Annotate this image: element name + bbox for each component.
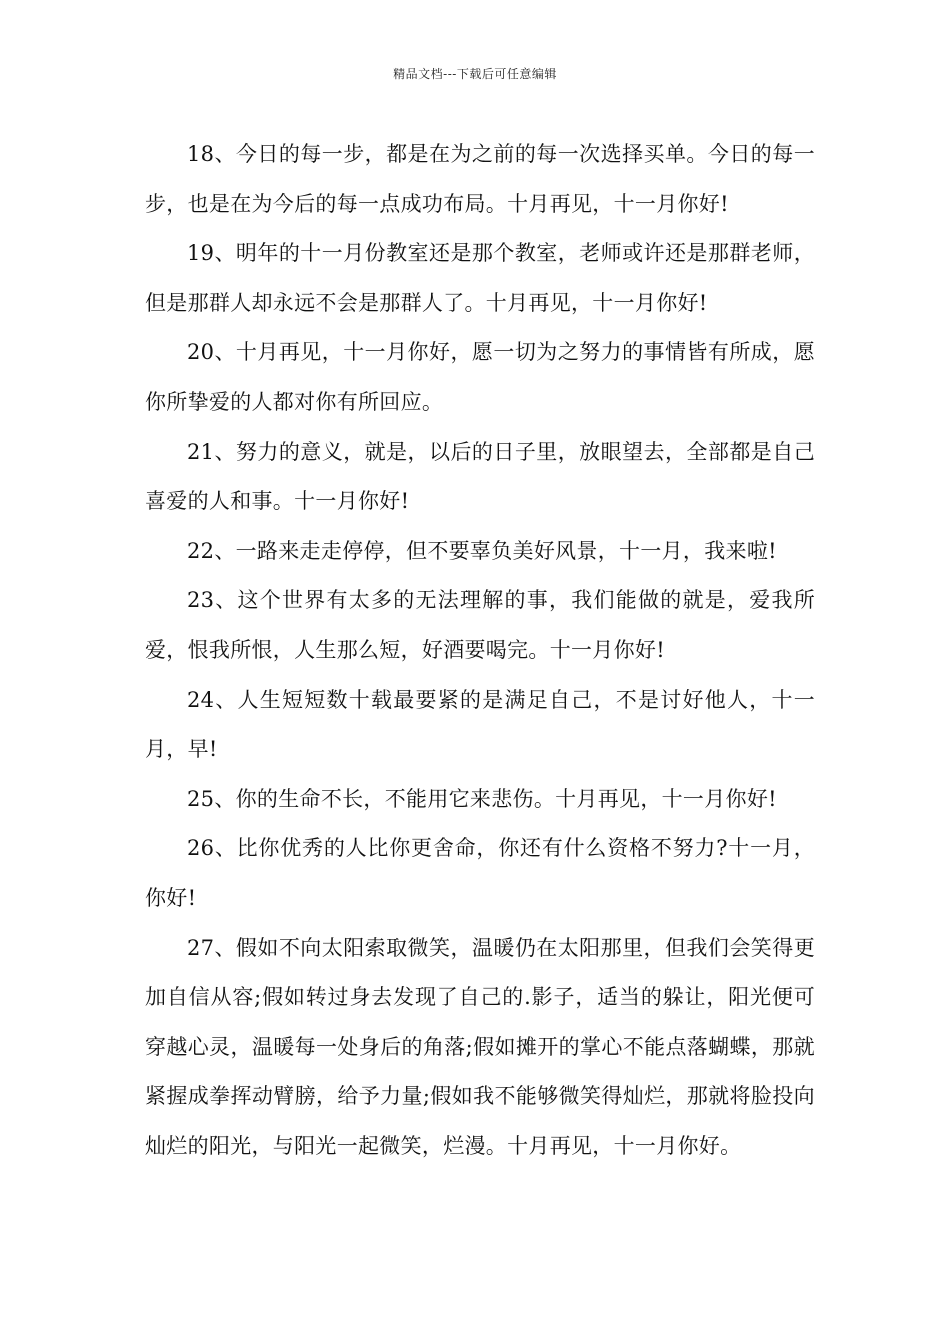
paragraph-21: 21、努力的意义，就是，以后的日子里，放眼望去，全部都是自己喜爱的人和事。十一月你好! bbox=[145, 439, 815, 514]
paragraph-20: 20、十月再见，十一月你好，愿一切为之努力的事情皆有所成，愿你所挚爱的人都对你有所回应。 bbox=[145, 340, 815, 414]
paragraph-27: 27、假如不向太阳索取微笑，温暖仍在太阳那里，但我们会笑得更加自信从容;假如转过身去发现了自己的.影子，适当的躲让，阳光便可穿越心灵，温暖每一处身后的角落;假如摊开的掌心不能点落蝴蝶，那就紧握成拳挥动臂膀，给予力量;假如我不能够微笑得灿烂，那就将脸投向灿烂的阳光，与阳光一起微笑，烂漫。十月再见，十一月你好。 bbox=[145, 935, 815, 1158]
paragraph-18: 18、今日的每一步，都是在为之前的每一次选择买单。今日的每一步，也是在为今后的每一点成功布局。十月再见，十一月你好! bbox=[145, 142, 815, 216]
paragraph-25: 25、你的生命不长，不能用它来悲伤。十月再见，十一月你好! bbox=[187, 786, 777, 811]
paragraph-19: 19、明年的十一月份教室还是那个教室，老师或许还是那群老师，但是那群人却永远不会是那群人了。十月再见，十一月你好! bbox=[145, 241, 815, 315]
page-header: 精品文档---下载后可任意编辑 bbox=[393, 67, 557, 81]
paragraph-22: 22、一路来走走停停，但不要辜负美好风景，十一月，我来啦! bbox=[187, 538, 777, 563]
paragraph-23: 23、这个世界有太多的无法理解的事，我们能做的就是，爱我所爱，恨我所恨，人生那么短，好酒要喝完。十一月你好! bbox=[145, 588, 815, 662]
paragraph-26: 26、比你优秀的人比你更舍命，你还有什么资格不努力?十一月，你好! bbox=[145, 836, 815, 910]
document-body bbox=[145, 130, 815, 1171]
paragraph-24: 24、人生短短数十载最要紧的是满足自己，不是讨好他人，十一月，早! bbox=[145, 687, 815, 762]
